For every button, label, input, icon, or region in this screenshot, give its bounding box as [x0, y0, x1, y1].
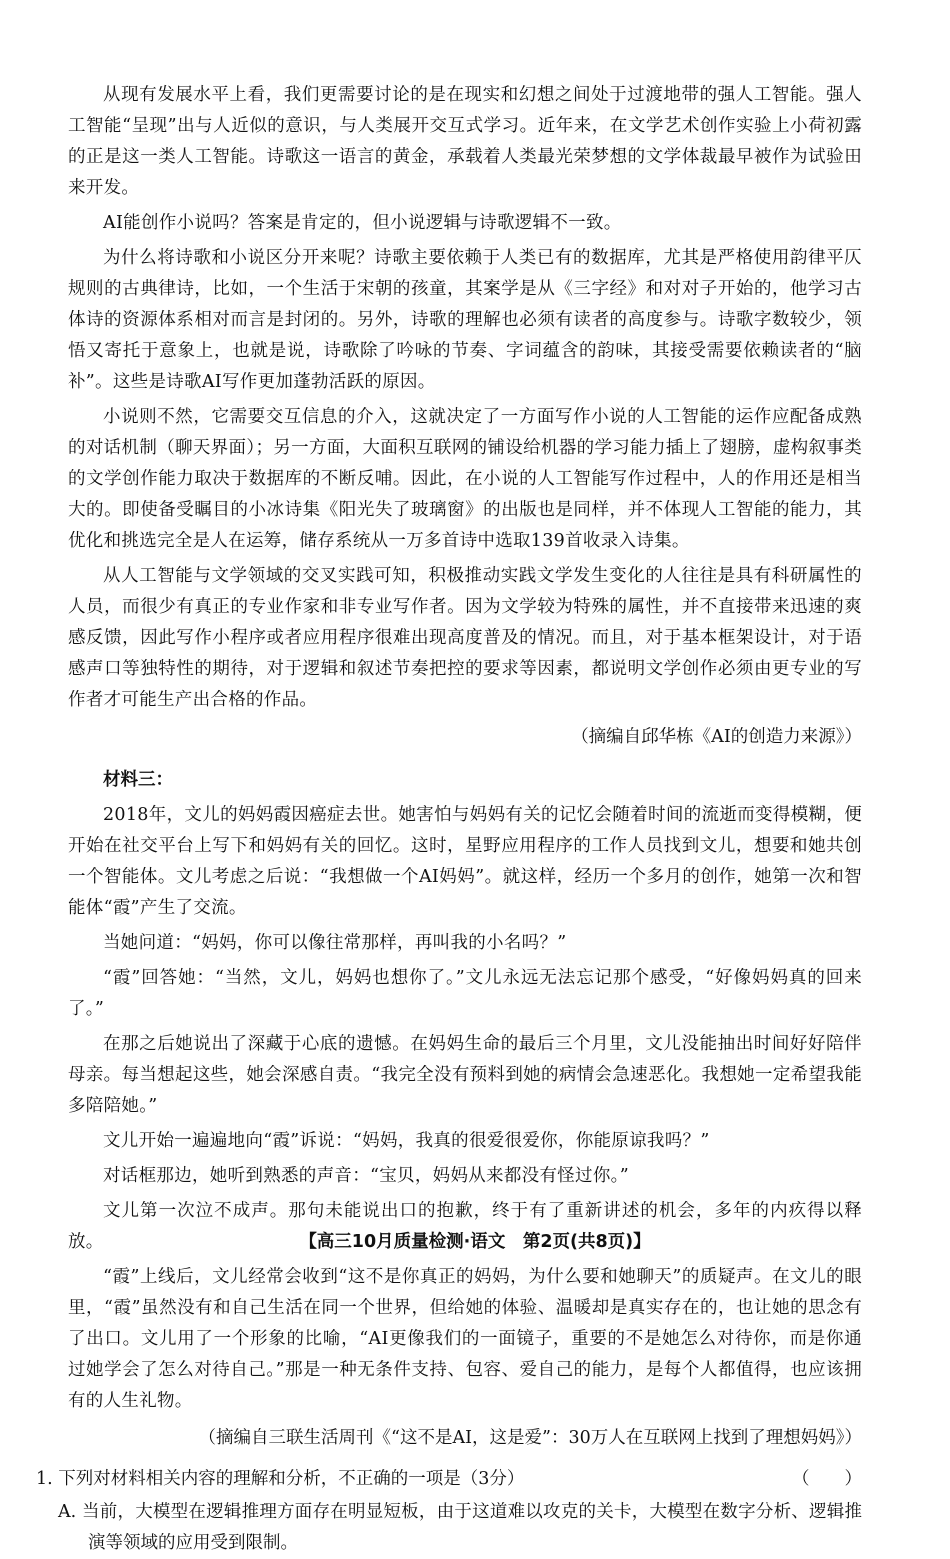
paragraph: 小说则不然，它需要交互信息的介入，这就决定了一方面写作小说的人工智能的运作应配备成熟的对话机制（聊天界面）；另一方面，大面积互联网的铺设给机器的学习能力插上了翅膀，虚构叙事类的文学创作能力取决于数据库的不断反哺。因此，在小说的人工智能写作过程中，人的作用还是相当大的。即使备受瞩目的小冰诗集《阳光失了玻璃窗》的出版也是同样，并不体现人工智能的能力，其优化和挑选完全是人在运筹，储存系统从一万多首诗中选取139首收录入诗集。	[68, 407, 862, 551]
material-3-heading: 材料三：	[103, 770, 173, 790]
paragraph: 文儿开始一遍遍地向“霞”诉说：“妈妈，我真的很爱很爱你，你能原谅我吗？”	[103, 1131, 710, 1151]
paragraph: 文儿第一次泣不成声。那句未能说出口的抱歉，终于有了重新讲述的机会，多年的内疚得以释放。	[68, 1201, 862, 1252]
paragraph: 从人工智能与文学领域的交叉实践可知，积极推动实践文学发生变化的人往往是具有科研属性的人员，而很少有真正的专业作家和非专业写作者。因为文学较为特殊的属性，并不直接带来迅速的爽感反馈，因此写作小程序或者应用程序很难出现高度普及的情况。而且，对于基本框架设计，对于语感声口等独特性的期待，对于逻辑和叙述节奏把控的要求等因素，都说明文学创作必须由更专业的写作者才可能生产出合格的作品。	[68, 566, 862, 710]
paragraph: 2018年，文儿的妈妈霞因癌症去世。她害怕与妈妈有关的记忆会随着时间的流逝而变得模糊，便开始在社交平台上写下和妈妈有关的回忆。这时，星野应用程序的工作人员找到文儿，想要和她共创一个智能体。文儿考虑之后说：“我想做一个AI妈妈”。就这样，经历一个多月的创作，她第一次和智能体“霞”产生了交流。	[68, 805, 862, 918]
paragraph: “霞”上线后，文儿经常会收到“这不是你真正的妈妈，为什么要和她聊天”的质疑声。在文儿的眼里，“霞”虽然没有和自己生活在同一个世界，但给她的体验、温暖却是真实存在的，也让她的思念有了出口。文儿用了一个形象的比喻，“AI更像我们的一面镜子，重要的不是她怎么对待你，而是你通过她学会了怎么对待自己。”那是一种无条件支持、包容、爱自己的能力，是每个人都值得，也应该拥有的人生礼物。	[68, 1267, 862, 1411]
question-1-stem: 1. 下列对材料相关内容的理解和分析，不正确的一项是（3分）	[36, 1469, 525, 1489]
paragraph: 从现有发展水平上看，我们更需要讨论的是在现实和幻想之间处于过渡地带的强人工智能。强人工智能“呈现”出与人近似的意识，与人类展开交互式学习。近年来，在文学艺术创作实验上小荷初露的正是这一类人工智能。诗歌这一语言的黄金，承载着人类最光荣梦想的文学体裁最早被作为试验田来开发。	[68, 85, 862, 198]
paragraph: 当她问道：“妈妈，你可以像往常那样，再叫我的小名吗？”	[103, 933, 567, 953]
paragraph: “霞”回答她：“当然，文儿，妈妈也想你了。”文儿永远无法忘记那个感受，“好像妈妈真的回来了。”	[68, 968, 862, 1019]
question-1	[36, 1464, 862, 1495]
paragraph: 对话框那边，她听到熟悉的声音：“宝贝，妈妈从来都没有怪过你。”	[103, 1166, 629, 1186]
page-footer: 【高三10月质量检测·语文 第2页(共8页)】	[299, 1232, 651, 1252]
source-citation-2: （摘编自三联生活周刊《“这不是AI，这是爱”：30万人在互联网上找到了理想妈妈》）	[198, 1428, 862, 1448]
answer-bracket: （ ）	[792, 1469, 862, 1489]
paragraph: 为什么将诗歌和小说区分开来呢？诗歌主要依赖于人类已有的数据库，尤其是严格使用韵律平仄规则的古典律诗，比如，一个生活于宋朝的孩童，其案学是从《三字经》和对对子开始的，他学习古体诗的资源体系相对而言是封闭的。另外，诗歌的理解也必须有读者的高度参与。诗歌字数较少，领悟又寄托于意象上，也就是说，诗歌除了吟咏的节奏、字词蕴含的韵味，其接受需要依赖读者的“脑补”。这些是诗歌AI写作更加蓬勃活跃的原因。	[68, 248, 862, 392]
option-a: A. 当前，大模型在逻辑推理方面存在明显短板，由于这道难以攻克的关卡，大模型在数字分析、逻辑推演等领域的应用受到限制。	[58, 1502, 862, 1553]
paragraph: 在那之后她说出了深藏于心底的遗憾。在妈妈生命的最后三个月里，文儿没能抽出时间好好陪伴母亲。每当想起这些，她会深感自责。“我完全没有预料到她的病情会急速恶化。我想她一定希望我能多陪陪她。”	[68, 1034, 862, 1116]
source-citation-1: （摘编自邱华栋《AI的创造力来源》）	[571, 727, 862, 747]
paragraph: AI能创作小说吗？答案是肯定的，但小说逻辑与诗歌逻辑不一致。	[103, 213, 622, 233]
